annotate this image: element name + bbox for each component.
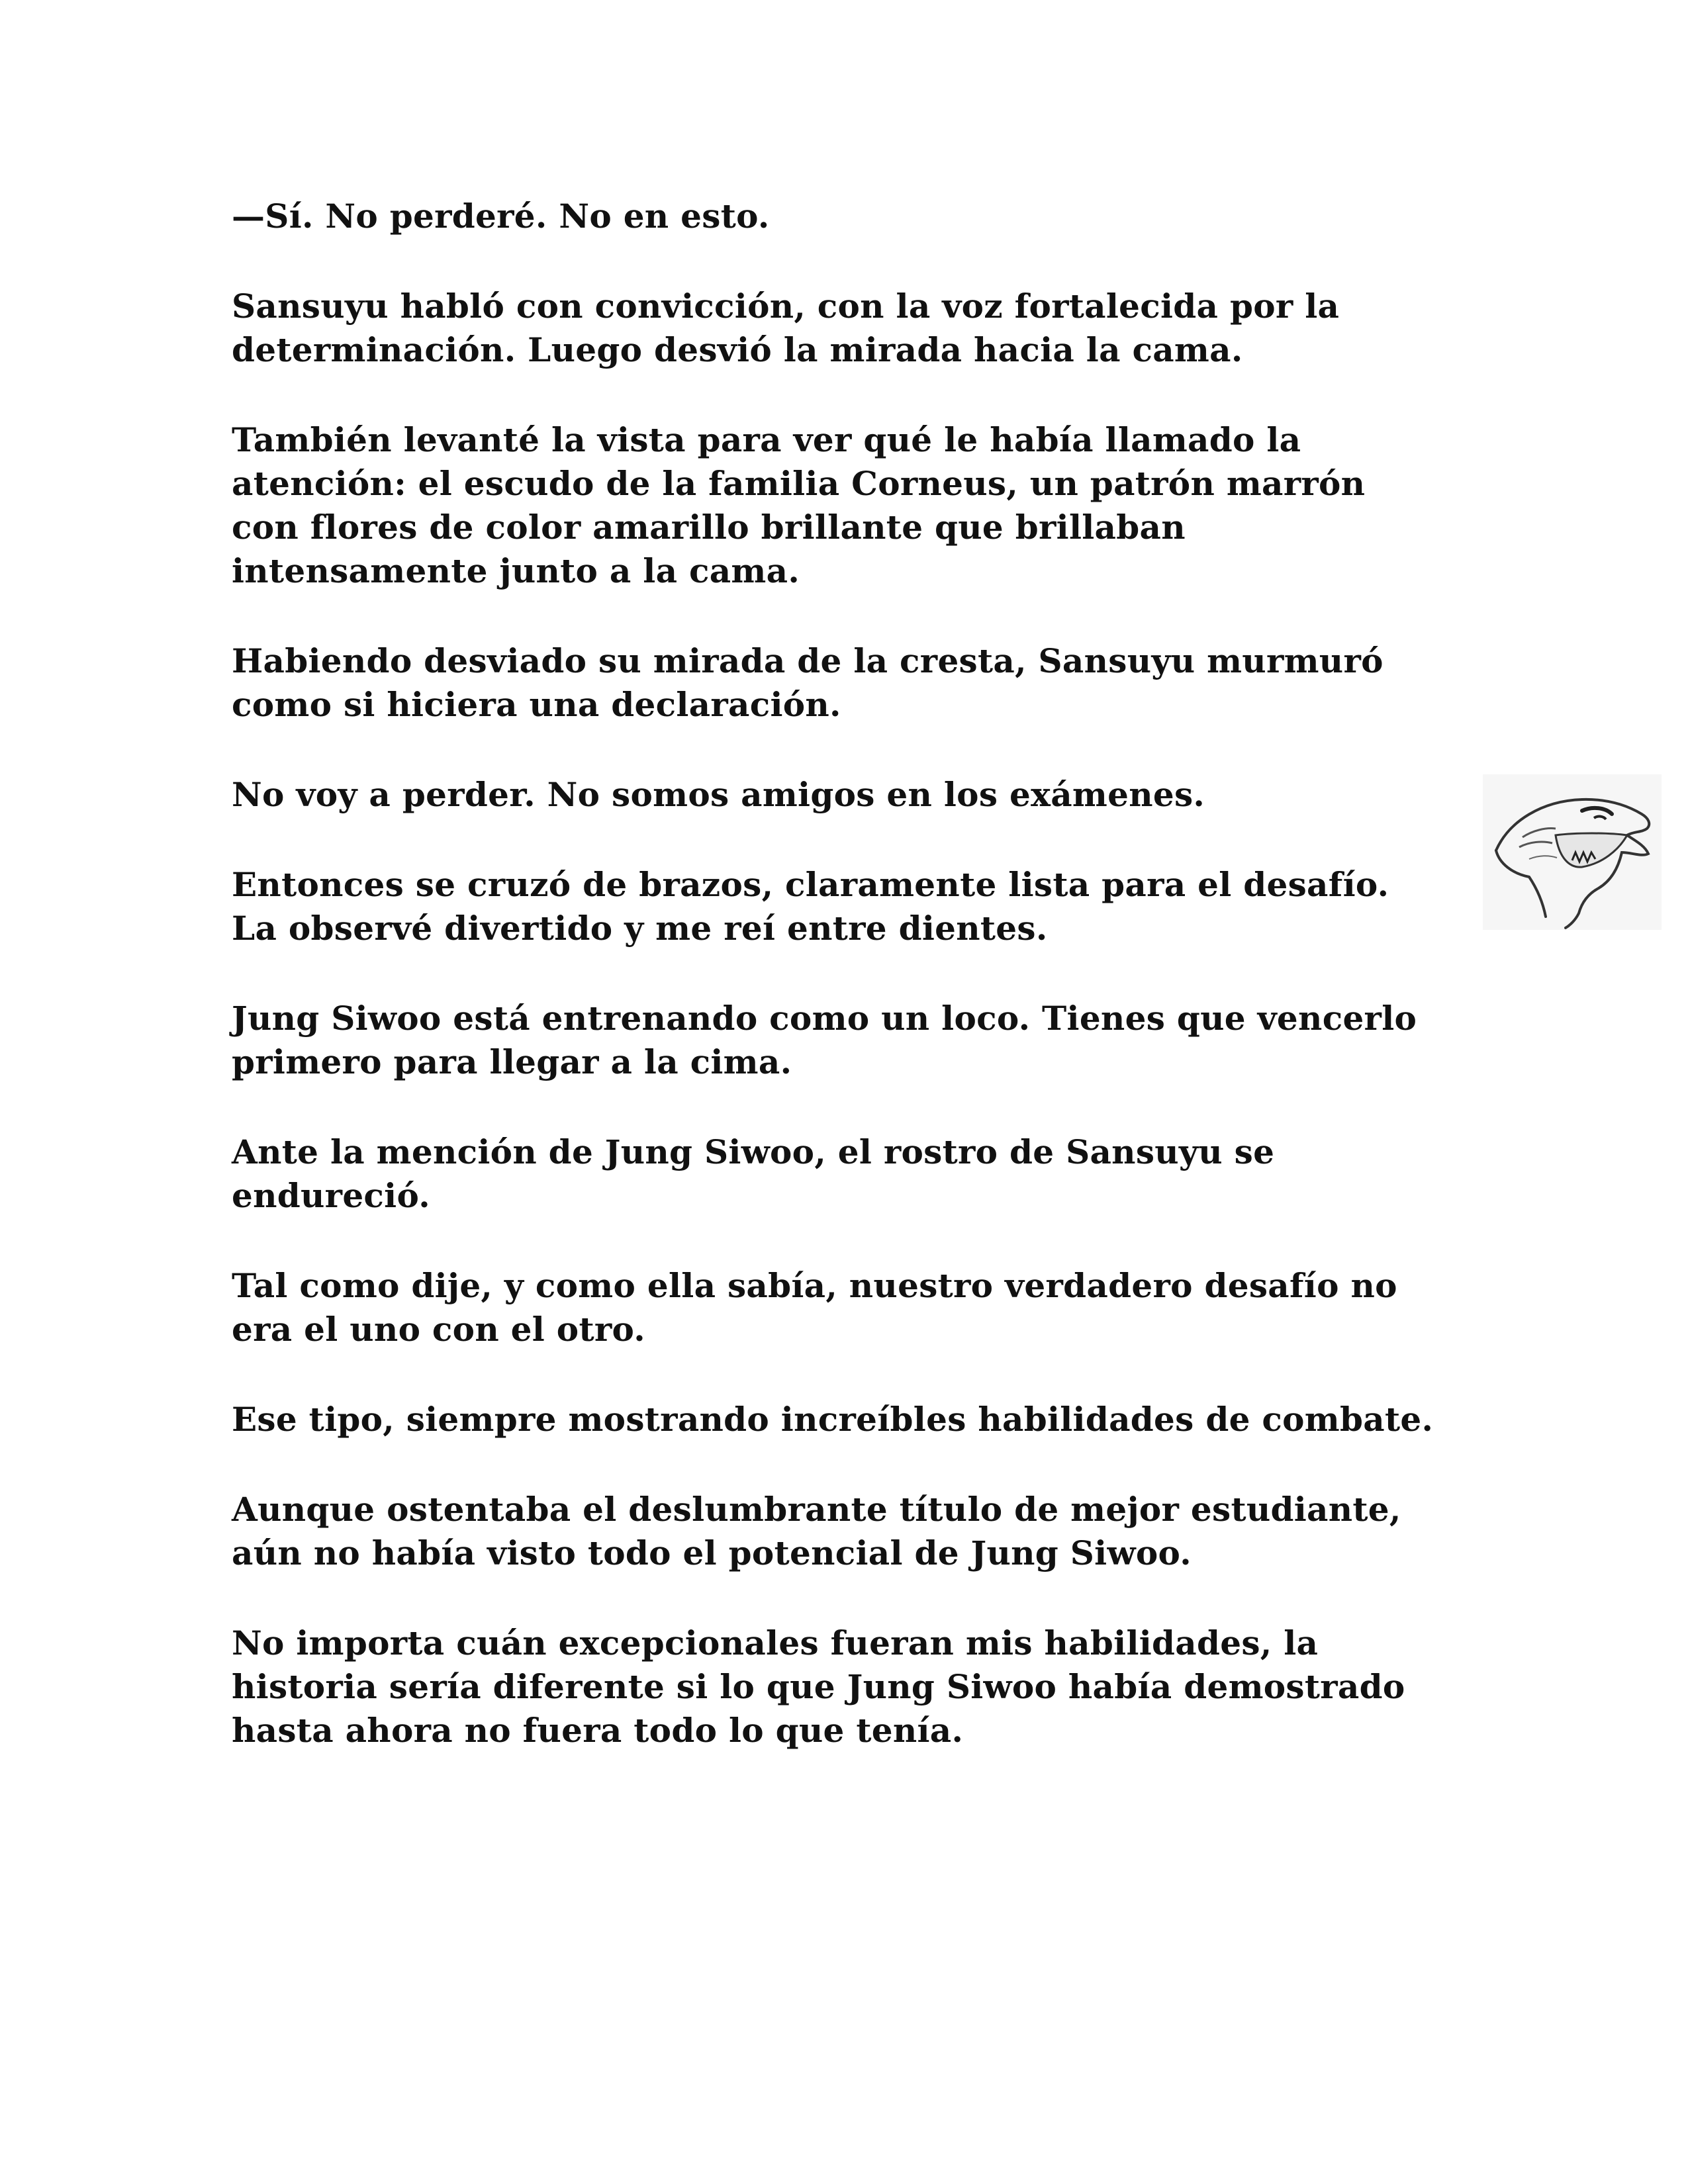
paragraph-5: No voy a perder. No somos amigos en los exámenes.: [232, 775, 1205, 814]
paragraph-1: —Sí. No perderé. No en esto.: [232, 197, 770, 236]
paragraph-8: Ante la mención de Jung Siwoo, el rostro de Sansuyu se endureció.: [232, 1132, 1275, 1215]
paragraph-11: Aunque ostentaba el deslumbrante título de mejor estudiante, aún no había visto todo el potencial de Jung Siwoo.: [232, 1490, 1401, 1572]
paragraph-12: No importa cuán excepcionales fueran mis habilidades, la historia sería diferente si lo que Jung Siwoo había demostrado hasta ahora no fuera todo lo que tenía.: [232, 1623, 1405, 1750]
paragraph-7: Jung Siwoo está entrenando como un loco. Tienes que vencerlo primero para llegar a la cima.: [232, 999, 1417, 1081]
paragraph-2: Sansuyu habló con convicción, con la voz fortalecida por la determinación. Luego desvió la mirada hacia la cama.: [232, 287, 1340, 369]
paragraph-6: Entonces se cruzó de brazos, claramente lista para el desafío. La observé divertido y me reí entre dientes.: [232, 865, 1389, 948]
body-text: [232, 195, 1443, 1799]
dinosaur-head-icon: [1483, 774, 1662, 930]
paragraph-9: Tal como dije, y como ella sabía, nuestro verdadero desafío no era el uno con el otro.: [232, 1266, 1397, 1349]
paragraph-10: Ese tipo, siempre mostrando increíbles habilidades de combate.: [232, 1400, 1434, 1439]
paragraph-4: Habiendo desviado su mirada de la cresta, Sansuyu murmuró como si hiciera una declaración.: [232, 641, 1383, 724]
paragraph-3: También levanté la vista para ver qué le había llamado la atención: el escudo de la familia Corneus, un patrón marrón con flores de color amarillo brillante que brillaban intensamente junto a la cama.: [232, 420, 1366, 590]
